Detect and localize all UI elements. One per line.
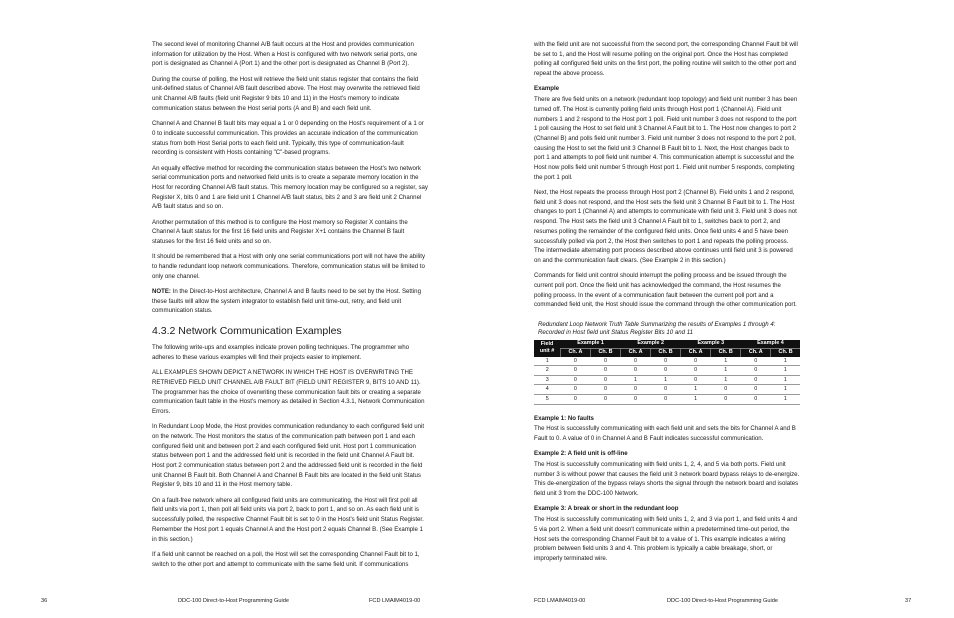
- example-4-header: Example 4: [741, 340, 800, 349]
- truth-table: [534, 340, 800, 405]
- fault-bit-cell: 0: [621, 385, 651, 395]
- fault-bit-cell: 1: [681, 385, 711, 395]
- fault-bit-cell: 0: [681, 357, 711, 366]
- table-row: [534, 385, 800, 395]
- fault-bit-cell: 0: [650, 366, 680, 376]
- fault-bit-cell: 1: [621, 375, 651, 385]
- ch-b-header: Ch. B: [590, 348, 620, 357]
- paragraph: On a fault-free network where all configured field units are communicating, the Host will first poll all field units via port 1, then poll all field units via port 2, back to port 1, and so on. As each field unit is successfully polled, the respective Channel Fault bit is set to 0 in the Host's field unit Status Register. Remember the Host port 1 equals Channel A and the Host port 2 equals Channel B. (See Example 1 in this section.): [152, 496, 424, 543]
- note-text: In the Direct-to-Host architecture, Channel A and B faults need to be set by the Host. Setting these faults will allow the system integrator to establish field unit time-out, retry, and field unit communication status.: [152, 288, 421, 315]
- fault-bit-cell: 0: [561, 366, 591, 376]
- field-unit-header: [534, 340, 561, 357]
- example-1-text: The Host is successfully communicating with each field unit and sets the bits for Channel A and B Fault to 0. A value of 0 in Channel A and B Fault indicates successful communication.: [534, 425, 796, 443]
- footer-doc-code: FCD LMAIM4019-00: [369, 598, 421, 604]
- example-1-heading: Example 1: No faults: [534, 414, 594, 422]
- ch-a-header: Ch. A: [561, 348, 591, 357]
- field-unit-header-line1: Field: [540, 341, 554, 348]
- paragraph: Channel A and Channel B fault bits may equal a 1 or 0 depending on the Host's requirement of a 1 or 0 to indicate successful communication. This provides an accurate indication of the communication status from both Host Serial ports to each field unit. Typically, this type of communication-fault recording is consistent with Hosts containing "C"-based programs.: [152, 120, 424, 157]
- fault-bit-cell: 1: [771, 366, 800, 376]
- fault-bit-cell: 0: [621, 357, 651, 366]
- example-3-text: The Host is successfully communicating with field units 1, 2, and 3 via port 1, and field units 4 and 5 via port 2. When a field unit doesn't communicate within a predetermined time-out period, the Host sets the corresponding Channel Fault bit to a value of 1. This example indicates a wiring problem between field units 3 and 4. This problem is typically a cable breakage, short, or improperly terminated wire.: [534, 516, 798, 562]
- table-row: [534, 395, 800, 405]
- table-row: [534, 357, 800, 366]
- paragraph: In Redundant Loop Mode, the Host provides communication redundancy to each configured field unit on the network. The Host monitors the status of the communication path between port 1 and each configured field unit and between port 2 and each configured field unit. Host port 1 communication status between port 1 and the addressed field unit is recorded in the field unit Channel A Fault bit. Host port 2 communication status between port 2 and the addressed field unit is recorded in the field unit Channel B Fault bit. Both Channel A and Channel B Fault bits are located in the field unit Status Register 9, bits 10 and 11 in the Host memory table.: [152, 423, 425, 489]
- footer-guide-title: DDC-100 Direct-to-Host Programming Guide: [178, 598, 289, 604]
- fault-bit-cell: 1: [711, 375, 741, 385]
- example-1-header: Example 1: [561, 340, 621, 349]
- right-text-column: [534, 40, 800, 569]
- table-caption-line1: Redundant Loop Network Truth Table Summarizing the results of Examples 1 through 4:: [538, 321, 776, 329]
- paragraph: with the field unit are not successful from the second port, the corresponding Channel Fault bit will be set to 1, and the Host will resume polling on the original port. Once the Host has completed polling all configured field units on the first port, the polling routine will switch to the other port and repeat the above process.: [534, 41, 798, 78]
- fault-bit-cell: 0: [741, 375, 771, 385]
- paragraph: The following write-ups and examples indicate proven polling techniques. The programmer who adheres to these various examples will find their projects easier to implement.: [152, 344, 409, 361]
- fault-bit-cell: 0: [741, 366, 771, 376]
- fault-bit-cell: 1: [650, 375, 680, 385]
- fault-bit-cell: 0: [590, 375, 620, 385]
- fault-bit-cell: 1: [711, 357, 741, 366]
- fault-bit-cell: 0: [711, 395, 741, 405]
- example-2-header: Example 2: [621, 340, 681, 349]
- ch-a-header: Ch. A: [621, 348, 651, 357]
- fault-bit-cell: 0: [711, 385, 741, 395]
- ch-b-header: Ch. B: [650, 348, 680, 357]
- field-unit-cell: 2: [534, 366, 561, 376]
- ch-a-header: Ch. A: [741, 348, 771, 357]
- note-label: NOTE:: [152, 288, 171, 296]
- paragraph: There are five field units on a network (redundant loop topology) and field unit number 3 has been turned off. The Host is currently polling field units through Host port 1 (Channel A). Field unit numbers 1 and 2 respond to the Host port 1 poll. Field unit number 3 does not respond to the port 1 poll causing the Host to set field unit 3 Channel A Fault bit to 1. The Host now changes to port 2 (Channel B) and polls field unit number 3. Field unit number 3 does not respond to the port 2 poll, causing the Host to set the field unit 3 Channel B Fault bit to 1. Next, the Host changes back to port 1 and attempts to poll field unit number 4. This communication attempt is successful and the Host now polls field unit number 5 through Host port 1. Field unit number 5 responds, completing the port 1 poll.: [534, 96, 798, 181]
- fault-bit-cell: 0: [561, 357, 591, 366]
- fault-bit-cell: 0: [650, 385, 680, 395]
- fault-bit-cell: 0: [741, 385, 771, 395]
- fault-bit-cell: 0: [681, 375, 711, 385]
- example-heading: Example: [534, 85, 560, 93]
- example-2-text: The Host is successfully communicating with field units 1, 2, 4, and 5 via both ports. Field unit number 3 is without power that causes the field unit 3 network board bypass relays to de-energize. This de-energization of the bypass relays shorts the signal through the network board and isolates field unit 3 from the DDC-100 Network.: [534, 461, 800, 498]
- paragraph: ALL EXAMPLES SHOWN DEPICT A NETWORK IN WHICH THE HOST IS OVERWRITING THE RETRIEVED FIELD UNIT CHANNEL A/B FAULT BIT (FIELD UNIT REGISTER 9, BITS 10 AND 11). The programmer has the choice of overwriting these communication fault bits or creating a separate communication fault table in the Host's memory as detailed in Section 4.3.1, Network Communication Errors.: [152, 369, 425, 415]
- table-row: [534, 375, 800, 385]
- paragraph: The second level of monitoring Channel A/B fault occurs at the Host and provides communication information for utilization by the Host. When a Host is configured with two network serial ports, one port is designated as Channel A (Port 1) and the other port is designated as Channel B (Port 2).: [152, 41, 418, 68]
- fault-bit-cell: 1: [711, 366, 741, 376]
- field-unit-header-line2: unit #: [539, 348, 555, 355]
- fault-bit-cell: 0: [590, 395, 620, 405]
- table-caption: [538, 321, 800, 338]
- ch-a-header: Ch. A: [681, 348, 711, 357]
- fault-bit-cell: 0: [561, 395, 591, 405]
- example-3-header: Example 3: [681, 340, 741, 349]
- example-3-heading: Example 3: A break or short in the redundant loop: [534, 505, 679, 513]
- paragraph: It should be remembered that a Host with only one serial communications port will not have the ability to handle redundant loop network communications. Therefore, communication status will be limited to only one channel.: [152, 253, 426, 280]
- field-unit-cell: 1: [534, 357, 561, 366]
- footer-doc-code: FCD LMAIM4019-00: [534, 598, 586, 604]
- paragraph: During the course of polling, the Host will retrieve the field unit status register that contains the field unit-defined status of Channel A/B fault described above. The Host may overwrite the retrieved field unit Channel A/B faults (field unit Register 9 bits 10 and 11) in the Host's memory to indicate communication status between the Host serial ports (A and B) and each field unit.: [152, 75, 420, 112]
- fault-bit-cell: 0: [590, 385, 620, 395]
- paragraph: If a field unit cannot be reached on a poll, the Host will set the corresponding Channel Fault bit to 1, switch to the other port and attempt to communicate with the same field unit. If communications: [152, 550, 420, 568]
- paragraph: Commands for field unit control should interrupt the polling process and be issued through the current poll port. Once the field unit has acknowledged the command, the Host resumes the polling process. In the event of a communication fault between the current poll port and a commanded field unit, the Host should issue the command through the other communication port.: [534, 272, 797, 309]
- fault-bit-cell: 0: [650, 395, 680, 405]
- page-number: 37: [905, 598, 912, 604]
- field-unit-cell: 3: [534, 375, 561, 385]
- fault-bit-cell: 0: [590, 366, 620, 376]
- footer-guide-title: DDC-100 Direct-to-Host Programming Guide: [667, 598, 778, 604]
- note-paragraph: [152, 287, 428, 316]
- ch-b-header: Ch. B: [711, 348, 741, 357]
- section-heading: 4.3.2 Network Communication Examples: [152, 325, 342, 338]
- field-unit-cell: 4: [534, 385, 561, 395]
- paragraph: An equally effective method for recording the communication status between the Host's two network serial communication ports and networked field units is to create a separate memory location in the Host for recording Channel A/B fault status. This memory location may be configured so a register, say Register X, bits 0 and 1 are field unit 1 Channel A/B fault status, bits 2 and 3 are field unit 2 Channel A/B fault status and so on.: [152, 164, 428, 211]
- fault-bit-cell: 1: [771, 357, 800, 366]
- fault-bit-cell: 1: [681, 395, 711, 405]
- field-unit-cell: 5: [534, 395, 561, 405]
- fault-bit-cell: 0: [681, 366, 711, 376]
- fault-bit-cell: 0: [590, 357, 620, 366]
- fault-bit-cell: 1: [771, 385, 800, 395]
- truth-table-body: [534, 357, 800, 404]
- fault-bit-cell: 0: [561, 385, 591, 395]
- paragraph: Another permutation of this method is to configure the Host memory so Register X contains the Channel A fault status for the first 16 field units and Register X+1 contains the Channel B fault statuses for the first 16 field units and so on.: [152, 218, 408, 246]
- fault-bit-cell: 0: [650, 357, 680, 366]
- fault-bit-cell: 0: [741, 357, 771, 366]
- fault-bit-cell: 0: [561, 375, 591, 385]
- fault-bit-cell: 1: [771, 375, 800, 385]
- table-caption-line2: Recorded in Host field unit Status Register Bits 10 and 11: [538, 329, 694, 337]
- example-2-heading: Example 2: A field unit is off-line: [534, 450, 628, 458]
- fault-bit-cell: 0: [621, 366, 651, 376]
- table-row: [534, 366, 800, 376]
- fault-bit-cell: 0: [621, 395, 651, 405]
- fault-bit-cell: 1: [771, 395, 800, 405]
- ch-b-header: Ch. B: [771, 348, 800, 357]
- right-page: [477, 0, 954, 618]
- paragraph: Next, the Host repeats the process through Host port 2 (Channel B). Field units 1 and 2 respond, field unit 3 does not respond, and the Host sets the field unit 3 Channel B Fault bit to 1. The Host changes to port 1 (Channel A) and attempts to communicate with field unit 3. Field unit 3 does not respond. The Host sets the field unit 3 Channel A Fault bit to 1, switches back to port 2, and resumes polling the remainder of the configured field units. Once field units 4 and 5 have been successfully polled via port 2, the Host then switches to port 1 and repeats the polling process. The intermediate alternating port process described above continues until field unit 3 is powered on and the communication fault clears. (See Example 2 in this section.): [534, 189, 797, 264]
- left-text-column: [152, 40, 428, 575]
- fault-bit-cell: 0: [741, 395, 771, 405]
- page-number: 36: [41, 598, 48, 604]
